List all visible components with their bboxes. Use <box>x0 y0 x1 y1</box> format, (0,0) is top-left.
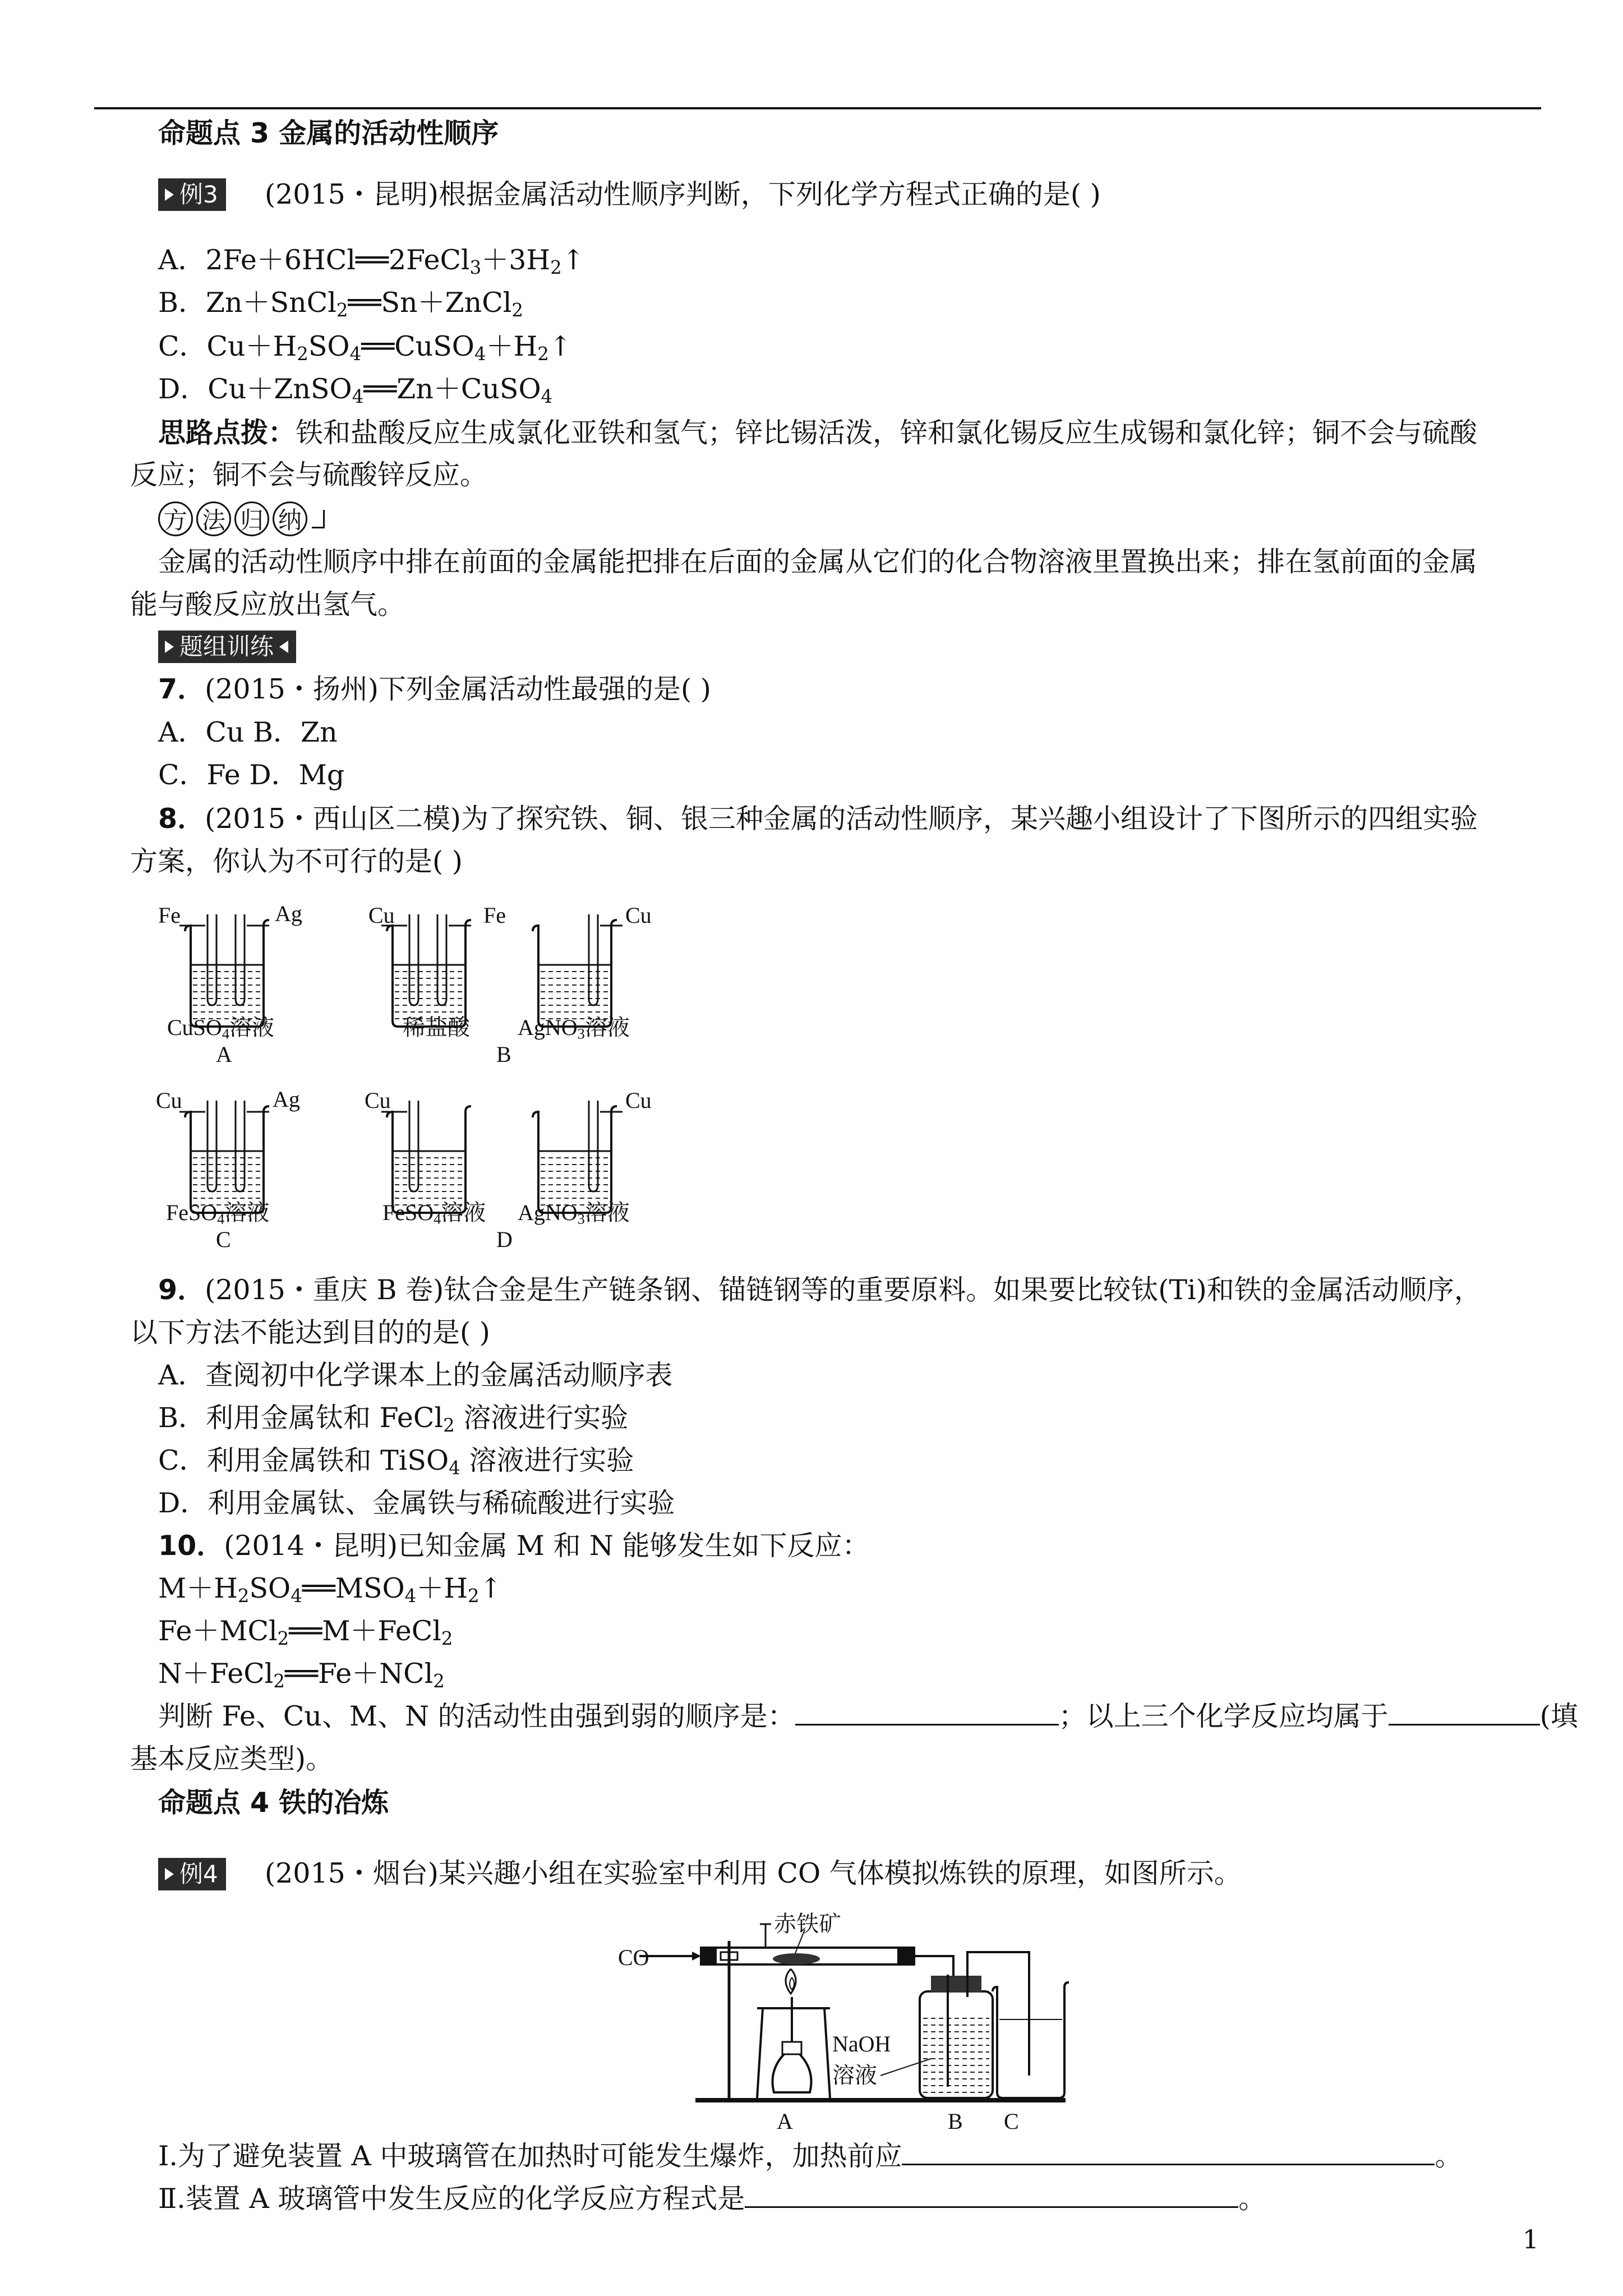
page-number: 1 <box>1522 2224 1539 2254</box>
figure-label-c: C <box>216 1227 231 1252</box>
solution-label: 稀盐酸 <box>403 1015 470 1040</box>
option-b: B．Zn＋SnCl$_2$══Sn＋ZnCl$_2$ <box>158 287 523 321</box>
q9-option-a: A．查阅初中化学课本上的金属活动顺序表 <box>158 1359 673 1391</box>
figure-label-a: A <box>216 1042 232 1067</box>
ore-label: 赤铁矿 <box>774 1911 841 1936</box>
example-question: (2015・烟台)某兴趣小组在实验室中利用 CO 气体模拟炼铁的原理，如图所示。 <box>265 1857 1242 1889</box>
q9-option-c: C．利用金属铁和 TiSO$_4$ 溶液进行实验 <box>158 1444 634 1479</box>
solution-label: FeSO$_4$溶液 <box>382 1200 486 1227</box>
metal-label: Cu <box>156 1088 182 1113</box>
naoh-label: 溶液 <box>832 2063 877 2088</box>
metal-label: Ag <box>275 901 302 926</box>
solution-label: AgNO$_3$溶液 <box>518 1015 630 1042</box>
question-7: 7．(2015・扬州)下列金属活动性最强的是( ) <box>158 673 711 705</box>
play-icon <box>165 641 174 653</box>
answer-blank[interactable] <box>795 1699 1059 1726</box>
example-tag-label: 例3 <box>179 181 218 208</box>
subquestion-2: Ⅱ.装置 A 玻璃管中发生反应的化学反应方程式是 。 <box>158 2183 1266 2215</box>
metal-label: Fe <box>158 903 181 928</box>
method-line-1: 金属的活动性顺序中排在前面的金属能把排在后面的金属从它们的化合物溶液里置换出来；排在氢前面的金属 <box>158 546 1478 578</box>
method-summary-badge: 方 法 归 纳 <box>158 501 325 536</box>
apparatus-label-a: A <box>777 2109 793 2134</box>
solution-label: FeSO$_4$溶液 <box>166 1200 270 1227</box>
metal-label: Cu <box>365 1088 391 1113</box>
q9-option-b: B．利用金属钛和 FeCl$_2$ 溶液进行实验 <box>158 1402 629 1437</box>
example-tag <box>158 1858 226 1890</box>
q9-line-2: 以下方法不能达到目的的是( ) <box>130 1317 490 1349</box>
section-title: 命题点 4 铁的冶炼 <box>158 1787 389 1819</box>
figure-label-b: B <box>496 1042 511 1067</box>
naoh-label: NaOH <box>832 2031 891 2056</box>
q8-line-2: 方案，你认为不可行的是( ) <box>130 845 463 877</box>
figure-label-d: D <box>496 1227 513 1252</box>
arrow-hook-icon <box>312 510 325 528</box>
solution-label: CuSO$_4$溶液 <box>167 1015 275 1042</box>
example-question: (2015・昆明)根据金属活动性顺序判断，下列化学方程式正确的是( ) <box>265 178 1101 210</box>
example-tag <box>158 178 226 211</box>
option-a: A．$2Fe+6HCl══2FeCl_3+3H_2↑$ <box>158 244 585 279</box>
training-tag <box>158 631 296 663</box>
q10-ask: 判断 Fe、Cu、M、N 的活动性由强到弱的顺序是： ；以上三个化学反应均属于 (填 <box>158 1700 1578 1732</box>
metal-label: Cu <box>625 903 652 928</box>
equation-3: N＋FeCl$_2$══Fe＋NCl$_2$ <box>158 1658 445 1692</box>
solution-label: AgNO$_3$溶液 <box>518 1200 630 1227</box>
answer-blank[interactable] <box>1389 1699 1540 1726</box>
header-rule <box>94 107 1541 109</box>
metal-label: Fe <box>483 903 506 928</box>
answer-blank[interactable] <box>902 2139 1435 2165</box>
method-line-2: 能与酸反应放出氢气。 <box>130 588 405 620</box>
q10-line-2: 基本反应类型)。 <box>130 1743 334 1775</box>
question-8: 8．(2015・西山区二模)为了探究铁、铜、银三种金属的活动性顺序，某兴趣小组设计了下图所示的四组实验 <box>158 803 1478 835</box>
section-title: 命题点 3 金属的活动性顺序 <box>158 117 499 149</box>
hint-line-1: 思路点拨：铁和盐酸反应生成氯化亚铁和氢气；锌比锡活泼，锌和氯化锡反应生成锡和氯化锌；铜不会与硫酸 <box>158 417 1478 449</box>
subquestion-1: Ⅰ.为了避免装置 A 中玻璃管在加热时可能发生爆炸，加热前应 。 <box>158 2140 1463 2172</box>
reverse-play-icon <box>279 641 288 653</box>
apparatus-label-c: C <box>1004 2109 1019 2134</box>
training-tag-label: 题组训练 <box>179 633 274 660</box>
apparatus-label-b: B <box>948 2109 963 2134</box>
equation-2: Fe＋MCl$_2$══M＋FeCl$_2$ <box>158 1615 453 1650</box>
q7-options-1: A．Cu B．Zn <box>158 716 338 748</box>
example-tag-label: 例4 <box>179 1860 218 1888</box>
co-label: CO <box>618 1945 649 1970</box>
hint-line-2: 反应；铜不会与硫酸锌反应。 <box>130 459 488 491</box>
q9-option-d: D．利用金属钛、金属铁与稀硫酸进行实验 <box>158 1487 675 1519</box>
metal-label: Cu <box>368 903 395 928</box>
question-9: 9．(2015・重庆 B 卷)钛合金是生产链条钢、锚链钢等的重要原料。如果要比较钛(Ti)和铁的金属活动顺序， <box>158 1274 1482 1306</box>
answer-blank[interactable] <box>745 2182 1238 2208</box>
option-c: C．$Cu+H_2SO_4══CuSO_4+H_2↑$ <box>158 330 572 365</box>
play-icon <box>165 188 174 201</box>
q7-options-2: C．Fe D．Mg <box>158 759 345 791</box>
question-10: 10．(2014・昆明)已知金属 M 和 N 能够发生如下反应： <box>158 1530 870 1562</box>
metal-label: Ag <box>273 1087 300 1112</box>
play-icon <box>165 1868 174 1880</box>
equation-1: $M+H_2SO_4══MSO_4+H_2↑$ <box>158 1572 502 1607</box>
metal-label: Cu <box>625 1088 652 1113</box>
option-d: D．Cu＋ZnSO$_4$══Zn＋CuSO$_4$ <box>158 373 553 408</box>
